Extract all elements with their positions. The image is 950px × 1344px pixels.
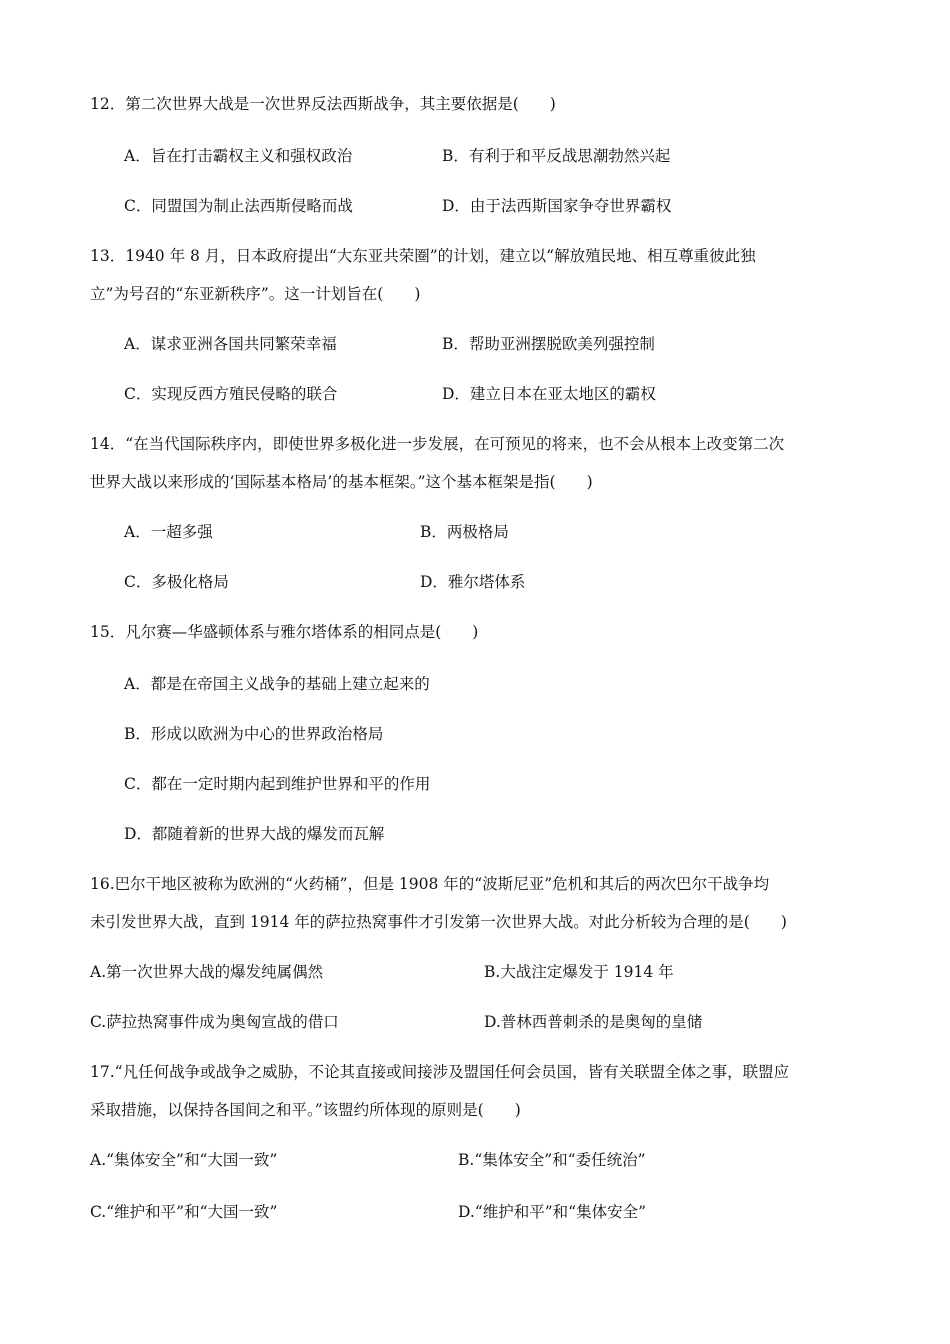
question-12-stem: 12．第二次世界大战是一次世界反法西斯战争，其主要依据是( ) [90,95,556,113]
question-13-option-d: D．建立日本在亚太地区的霸权 [442,385,656,403]
question-14-option-a: A．一超多强 [124,523,213,541]
question-17-stem-line2: 采取措施，以保持各国间之和平。”该盟约所体现的原则是( ) [90,1101,521,1119]
question-17-stem-line1: 17.“凡任何战争或战争之威胁，不论其直接或间接涉及盟国任何会员国，皆有关联盟全体之事，联盟应 [90,1063,790,1081]
question-15-option-b: B．形成以欧洲为中心的世界政治格局 [124,725,384,743]
question-13-stem-line2: 立”为号召的“东亚新秩序”。这一计划旨在( ) [90,285,421,303]
question-12-option-a: A．旨在打击霸权主义和强权政治 [124,147,353,165]
question-17-option-a: A.“集体安全”和“大国一致” [90,1151,278,1169]
question-17-option-d: D.“维护和平”和“集体安全” [458,1203,646,1221]
question-16-option-c: C.萨拉热窝事件成为奥匈宣战的借口 [90,1013,339,1031]
question-17-option-c: C.“维护和平”和“大国一致” [90,1203,278,1221]
question-14-stem-line1: 14．“在当代国际秩序内，即使世界多极化进一步发展，在可预见的将来，也不会从根本上改变第二次 [90,435,785,453]
question-15-option-d: D．都随着新的世界大战的爆发而瓦解 [124,825,385,843]
question-16-option-d: D.普林西普刺杀的是奥匈的皇储 [484,1013,703,1031]
question-12-option-b: B．有利于和平反战思潮勃然兴起 [442,147,671,165]
question-14-option-d: D．雅尔塔体系 [420,573,526,591]
question-13-option-b: B．帮助亚洲摆脱欧美列强控制 [442,335,655,353]
question-12-option-c: C．同盟国为制止法西斯侵略而战 [124,197,353,215]
question-15-option-c: C．都在一定时期内起到维护世界和平的作用 [124,775,431,793]
question-13-option-c: C．实现反西方殖民侵略的联合 [124,385,338,403]
question-16-stem-line2: 未引发世界大战，直到 1914 年的萨拉热窝事件才引发第一次世界大战。对此分析较为合理的是( ) [90,913,787,931]
question-14-stem-line2: 世界大战以来形成的‘国际基本格局’的基本框架。”这个基本框架是指( ) [90,473,593,491]
question-15-stem: 15．凡尔赛—华盛顿体系与雅尔塔体系的相同点是( ) [90,623,479,641]
question-16-stem-line1: 16.巴尔干地区被称为欧洲的“火药桶”，但是 1908 年的“波斯尼亚”危机和其后的两次巴尔干战争均 [90,875,770,893]
question-16-option-a: A.第一次世界大战的爆发纯属偶然 [90,963,324,981]
question-17-option-b: B.“集体安全”和“委任统治” [458,1151,646,1169]
question-13-option-a: A．谋求亚洲各国共同繁荣幸福 [124,335,337,353]
question-15-option-a: A．都是在帝国主义战争的基础上建立起来的 [124,675,430,693]
question-12-option-d: D．由于法西斯国家争夺世界霸权 [442,197,672,215]
question-16-option-b: B.大战注定爆发于 1914 年 [484,963,674,981]
question-13-stem-line1: 13．1940 年 8 月，日本政府提出“大东亚共荣圈”的计划，建立以“解放殖民地、相互尊重彼此独 [90,247,756,265]
question-14-option-b: B．两极格局 [420,523,509,541]
question-14-option-c: C．多极化格局 [124,573,229,591]
